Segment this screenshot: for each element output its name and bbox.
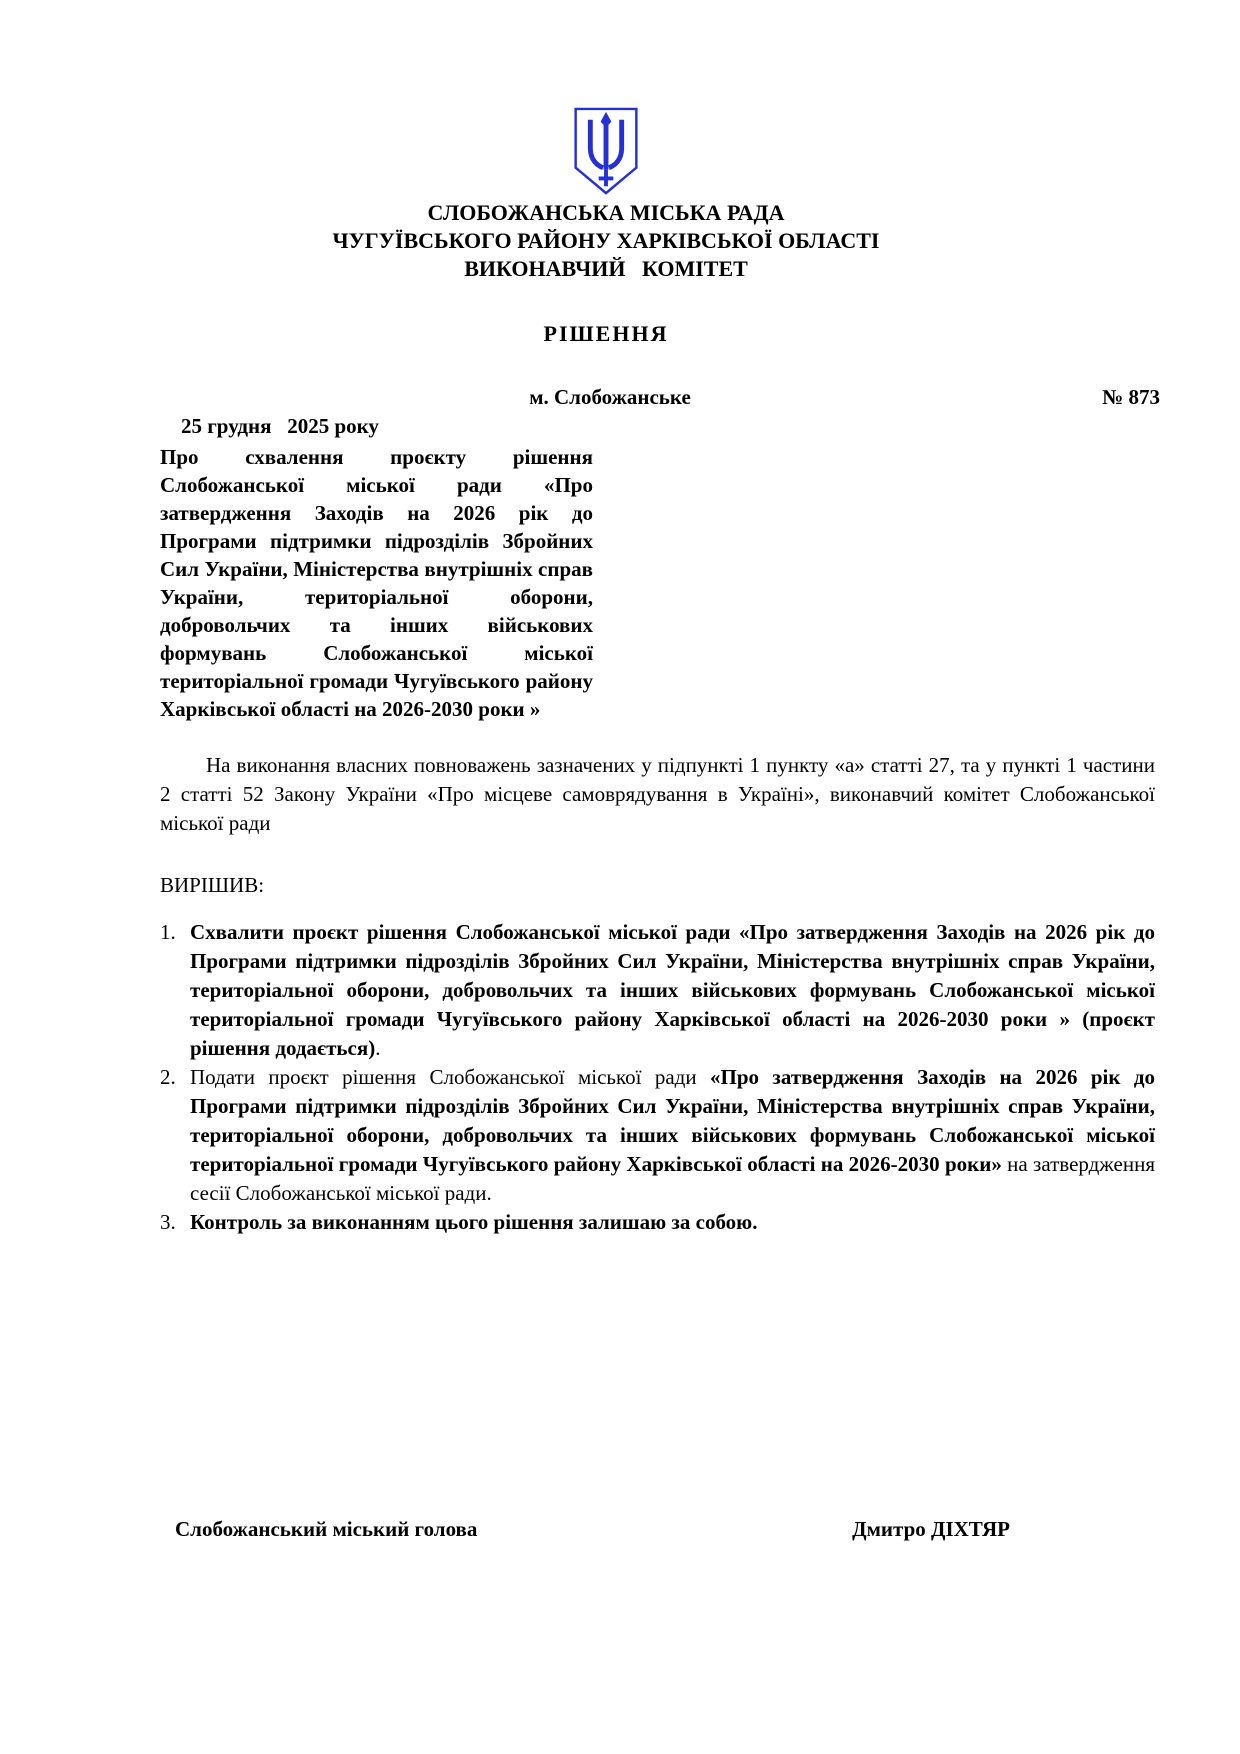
item-text: Подати проєкт рішення Слобожанської міської ради «Про затвердження Заходів на 2026 рік до Програми підтримки підрозділів Збройних Сил України, Міністерства внутрішніх справ України, територіальної оборони, добровольчих та інших військових формувань Слобожанської міської територіальної громади Чугуївського району Харківської області на 2026-2030 роки» на затвердження сесії Слобожанської міської ради. [190, 1065, 1156, 1205]
resolution-item [160, 1208, 1155, 1237]
item-number: 2. [160, 1065, 176, 1089]
signatory-title: Слобожанський міський голова [175, 1517, 478, 1541]
document-type-title: РІШЕННЯ [543, 321, 669, 346]
resolution-item [160, 1063, 1155, 1208]
document-number: № 873 [1102, 385, 1160, 409]
item-text: Контроль за виконанням цього рішення залишаю за собою. [190, 1210, 758, 1234]
resolution-item [160, 918, 1155, 1063]
resolved-label: ВИРІШИВ: [160, 873, 265, 897]
resolution-list [160, 918, 1155, 1237]
item-number: 1. [160, 920, 176, 944]
document-header [160, 0, 1052, 283]
org-name-line3: ВИКОНАВЧИЙ КОМІТЕТ [464, 256, 748, 281]
preamble-paragraph: На виконання власних повноважень зазначених у підпункті 1 пункту «а» статті 27, та у пункті 1 частини 2 статті 52 Закону України «Про місцеве самоврядування в Україні», виконавчий комітет Слобожанської міської ради [160, 753, 1155, 835]
subject-block: Про схвалення проєкту рішення Слобожанської міської ради «Про затвердження Заходів на 2026 рік до Програми підтримки підрозділів Збройних Сил України, Міністерства внутрішніх справ України, територіальної оборони, добровольчих та інших військових формувань Слобожанської міської територіальної громади Чугуївського району Харківської області на 2026-2030 роки » [160, 445, 593, 721]
org-name-line1: СЛОБОЖАНСЬКА МІСЬКА РАДА [427, 200, 785, 225]
signature-row [175, 1515, 1010, 1544]
ukraine-trident-emblem-icon [160, 105, 1052, 199]
document-place: м. Слобожанське [529, 385, 691, 409]
dateline-row [160, 383, 1160, 438]
item-text: Схвалити проєкт рішення Слобожанської міської ради «Про затвердження Заходів на 2026 рік до Програми підтримки підрозділів Збройних Сил України, Міністерства внутрішніх справ України, територіальної оборони, добровольчих та інших військових формувань Слобожанської міської територіальної громади Чугуївського району Харківської області на 2026-2030 роки » (проєкт рішення додається). [190, 920, 1155, 1060]
org-name-line2: ЧУГУЇВСЬКОГО РАЙОНУ ХАРКІВСЬКОЇ ОБЛАСТІ [332, 228, 880, 253]
item-number: 3. [160, 1210, 176, 1234]
document-date: 25 грудня 2025 року [181, 414, 379, 438]
signatory-name: Дмитро ДІХТЯР [852, 1517, 1010, 1541]
